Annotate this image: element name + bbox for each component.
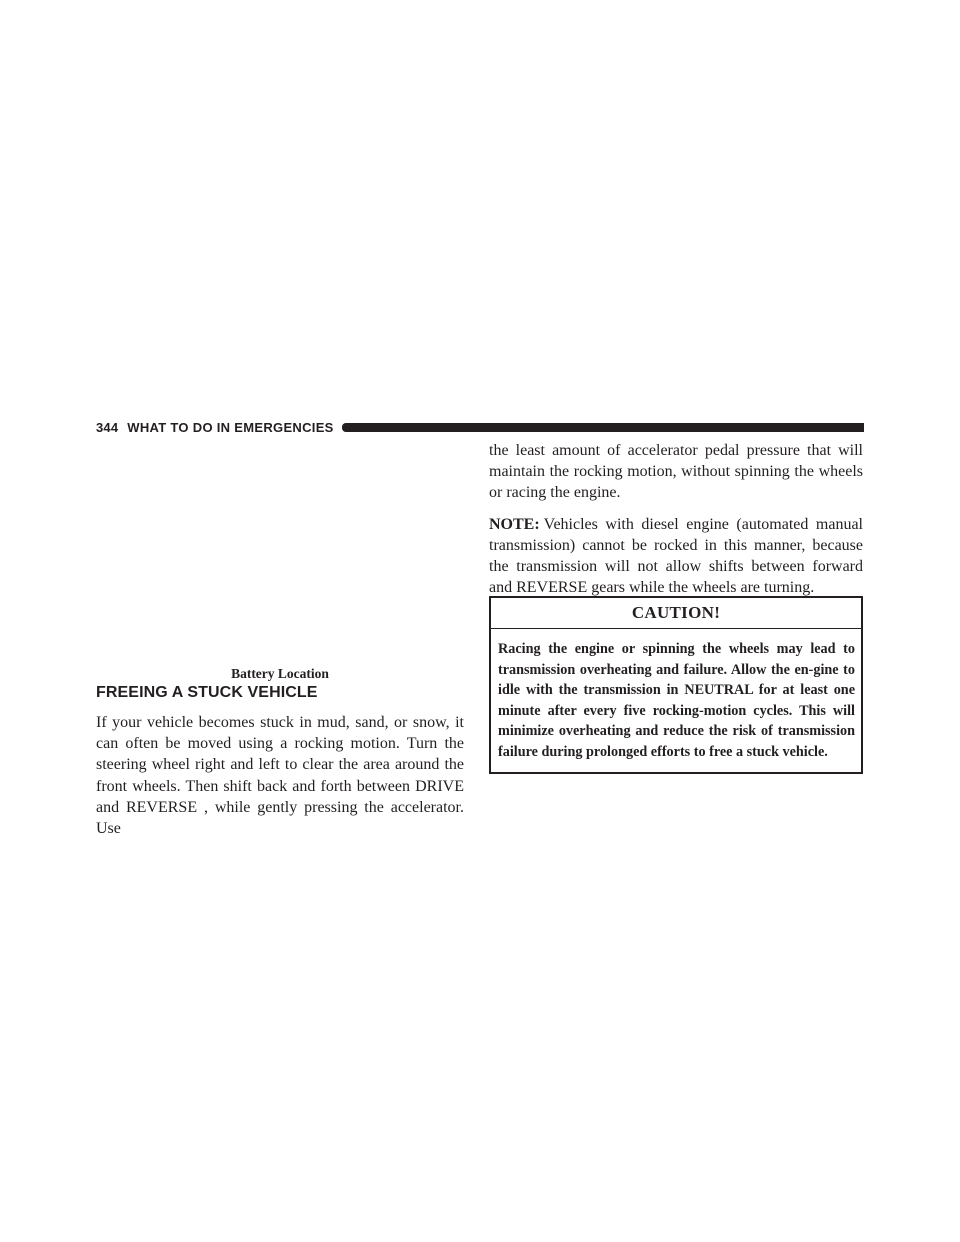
caution-text: Racing the engine or spinning the wheels may lead to transmission overheating and failure. Allow the en-gine to idle with the transmission in NEUTRAL for at least one minute after every five rocking-motion cycles. This will minimize overheating and reduce the risk of transmission failure during prolonged efforts to free a stuck vehicle.: [498, 641, 855, 760]
figure-caption: Battery Location: [231, 666, 329, 681]
page-header: [96, 418, 864, 436]
section-heading: FREEING A STUCK VEHICLE: [96, 684, 318, 701]
header-rule: [342, 423, 864, 432]
freeing-paragraph: If your vehicle becomes stuck in mud, sand, or snow, it can often be moved using a rocking motion. Turn the steering wheel right and left to clear the area around the front wheels. Then shift back and forth between DRIVE and REVERSE , while gently pressing the accelerator. Use: [96, 714, 464, 838]
continuation-paragraph: the least amount of accelerator pedal pressure that will maintain the rocking motion, without spinning the wheels or racing the engine.: [489, 442, 863, 502]
section-name: WHAT TO DO IN EMERGENCIES: [127, 419, 334, 435]
right-column: [489, 440, 863, 598]
note-label: NOTE:: [489, 515, 540, 533]
left-column: [96, 440, 464, 681]
battery-figure: [96, 440, 464, 660]
note-text: Vehicles with diesel engine (automated manual transmission) cannot be rocked in this manner, because the transmission will not allow shifts between forward and REVERSE gears while the wheels are turning.: [489, 515, 863, 597]
caution-box: [489, 596, 863, 774]
caution-title: CAUTION!: [491, 598, 861, 629]
page-number: 344: [96, 419, 119, 435]
note-paragraph: [489, 514, 863, 599]
